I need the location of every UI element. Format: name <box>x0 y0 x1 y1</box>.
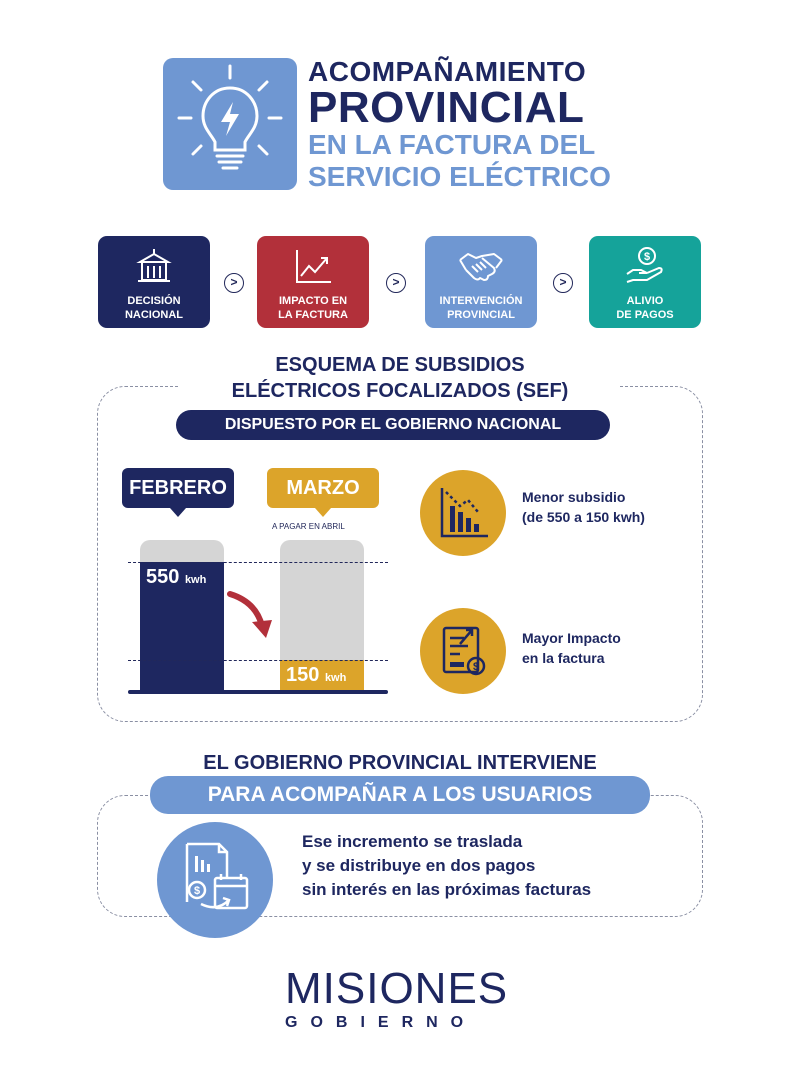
section2-title: EL GOBIERNO PROVINCIAL INTERVIENE <box>203 752 597 774</box>
impacto-circle <box>420 608 506 694</box>
gobierno-logo-text: GOBIERNO <box>285 1014 477 1031</box>
section1-title-line-1: ESQUEMA DE SUBSIDIOS <box>275 354 525 376</box>
lightbulb-logo <box>163 58 297 190</box>
febrero-pointer <box>170 508 186 517</box>
section1-title-line-2: ELÉCTRICOS FOCALIZADOS (SEF) <box>231 380 569 402</box>
money-hand-icon <box>625 246 665 286</box>
menor-subsidio-line-2: (de 550 a 150 kwh) <box>522 509 645 525</box>
title-line-1: ACOMPAÑAMIENTO <box>308 56 587 87</box>
marzo-value <box>286 664 346 687</box>
step-label: DE PAGOS <box>616 309 674 321</box>
title-line-2: PROVINCIAL <box>308 83 585 132</box>
down-arrow-icon <box>226 590 276 640</box>
building-icon <box>134 246 174 286</box>
invoice-calendar-icon <box>157 822 273 938</box>
subsidio-circle <box>420 470 506 556</box>
dispuesto-pill: DISPUESTO POR EL GOBIERNO NACIONAL <box>176 410 610 440</box>
interviene-line-2: y se distribuye en dos pagos <box>302 856 536 875</box>
interviene-line-1: Ese incremento se traslada <box>302 832 523 851</box>
title-line-3: EN LA FACTURA DEL <box>308 129 596 160</box>
mar-value-unit: kwh <box>324 672 347 684</box>
gridline-550 <box>128 562 388 563</box>
menor-subsidio-line-1: Menor subsidio <box>522 489 626 505</box>
chart-up-icon <box>293 246 333 286</box>
feb-value-unit: kwh <box>184 574 207 586</box>
installments-circle <box>157 822 273 938</box>
mayor-impacto-line-1: Mayor Impacto <box>522 630 621 646</box>
step-intervencion-provincial <box>425 236 537 328</box>
step-label: NACIONAL <box>124 309 184 321</box>
svg-text:$: $ <box>193 885 201 897</box>
step-label: DECISIÓN <box>127 295 181 307</box>
marzo-pointer <box>315 508 331 517</box>
mayor-impacto-line-2: en la factura <box>522 650 605 666</box>
step-impacto-factura <box>257 236 369 328</box>
handshake-icon <box>458 246 504 286</box>
step-label: ALIVIO <box>626 295 664 307</box>
chart-down-icon <box>420 470 506 556</box>
marzo-note: A PAGAR EN ABRIL <box>272 522 345 531</box>
gridline-150 <box>128 660 388 661</box>
menor-subsidio-text <box>522 487 645 527</box>
febrero-label: FEBRERO <box>122 468 234 508</box>
interviene-line-3: sin interés en las próximas facturas <box>302 880 592 899</box>
marzo-label: MARZO <box>267 468 379 508</box>
mayor-impacto-text <box>522 628 621 668</box>
invoice-up-icon <box>420 608 506 694</box>
mar-value-number: 150 <box>286 664 320 686</box>
step-label: LA FACTURA <box>278 309 348 321</box>
svg-text:$: $ <box>643 251 651 263</box>
step-label: INTERVENCIÓN <box>439 295 523 307</box>
lightbulb-icon <box>163 58 297 190</box>
title-line-4: SERVICIO ELÉCTRICO <box>308 161 611 192</box>
step-decision-nacional <box>98 236 210 328</box>
interviene-text <box>302 830 591 902</box>
chevron-right-icon: > <box>553 273 573 293</box>
chart-baseline <box>128 690 388 694</box>
step-label: IMPACTO EN <box>278 295 348 307</box>
acompanar-pill: PARA ACOMPAÑAR A LOS USUARIOS <box>150 776 650 814</box>
svg-text:$: $ <box>472 661 480 673</box>
chevron-right-icon: > <box>224 273 244 293</box>
step-label: PROVINCIAL <box>447 309 515 321</box>
misiones-logo: MISIONES <box>285 964 509 1013</box>
step-alivio-pagos <box>589 236 701 328</box>
feb-value-number: 550 <box>146 566 180 588</box>
febrero-value <box>146 566 206 589</box>
chevron-right-icon: > <box>386 273 406 293</box>
